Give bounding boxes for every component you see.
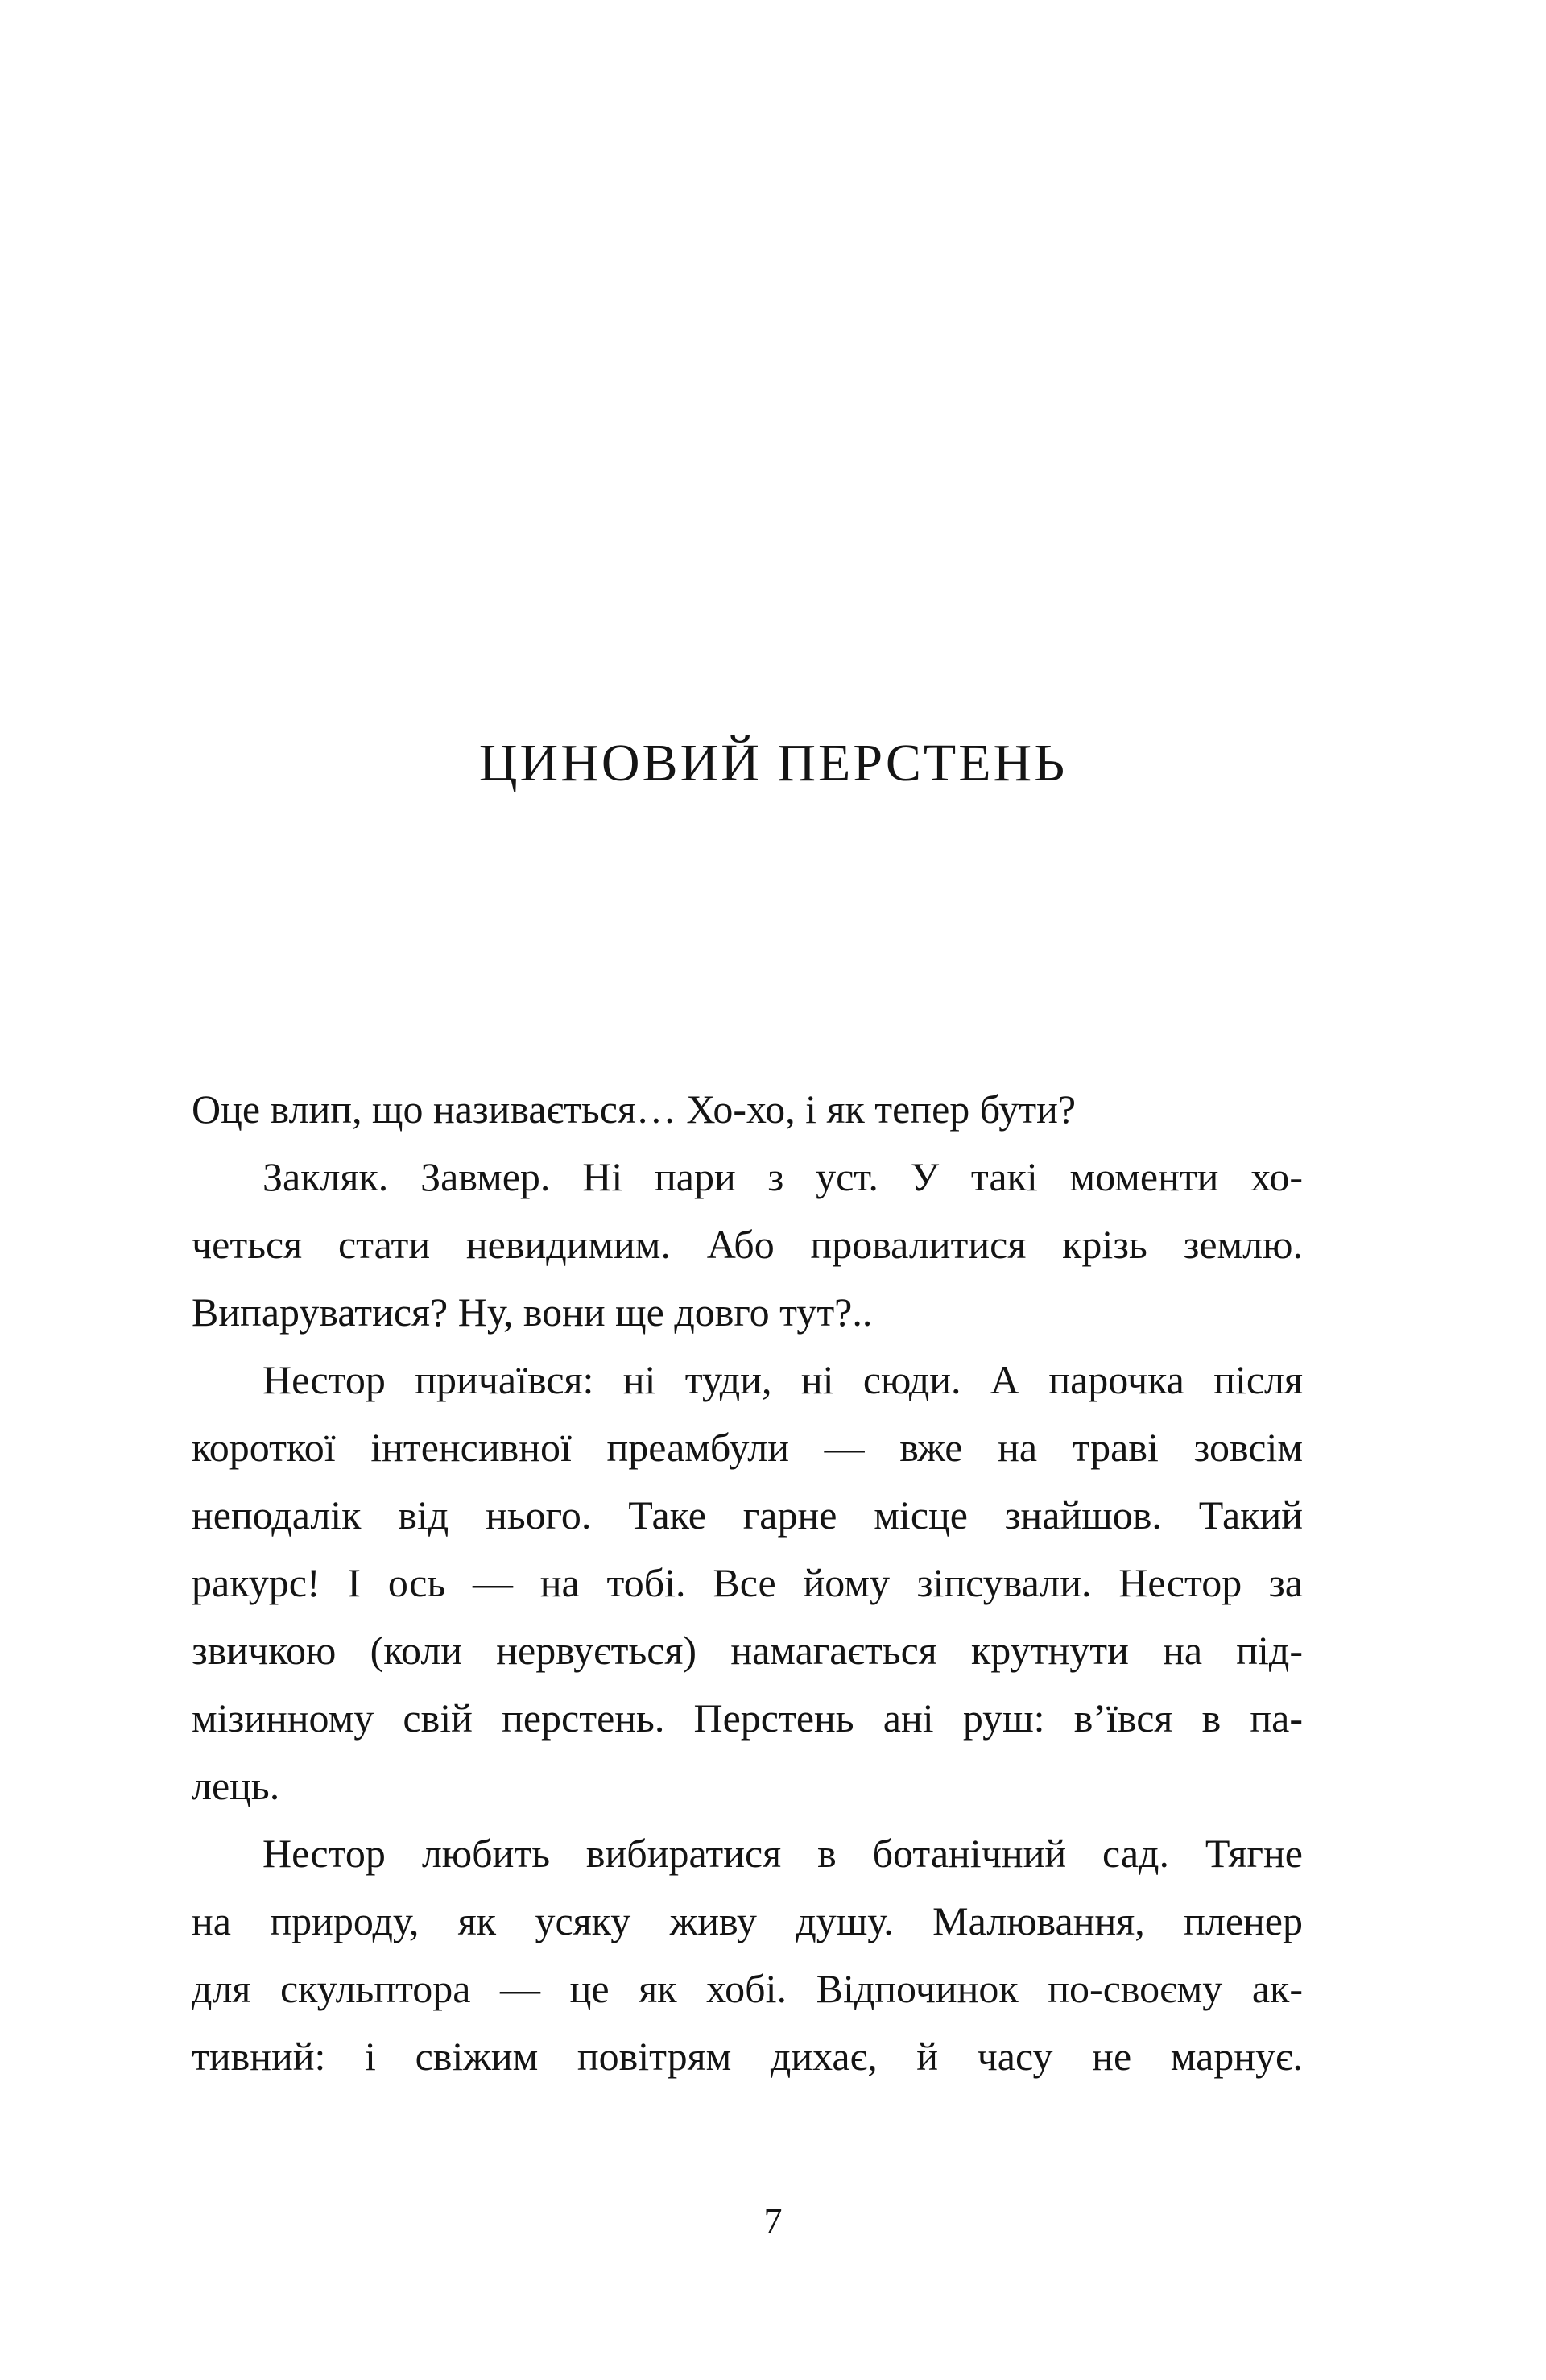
text-line: Нестор причаївся: ні туди, ні сюди. А парочка після [262,1357,1303,1402]
text-line: для скульптора — це як хобі. Відпочинок по-своєму ак- [192,1966,1303,2011]
text-line: ракурс! І ось — на тобі. Все йому зіпсували. Нестор за [192,1560,1303,1605]
text-line: неподалік від нього. Таке гарне місце знайшов. Такий [192,1492,1303,1538]
text-line: Оце влип, що називається… Хо-хо, і як тепер бути? [192,1087,1077,1132]
body-text [192,1075,1303,2090]
page-number: 7 [763,2200,783,2241]
text-line: лець. [192,1763,280,1808]
text-line: четься стати невидимим. Або провалитися крізь землю. [192,1222,1303,1267]
text-line: Закляк. Завмер. Ні пари з уст. У такі моменти хо- [262,1154,1303,1199]
text-line: звичкою (коли нервується) намагається крутнути на під- [192,1628,1303,1673]
text-line: Нестор любить вибиратися в ботанічний сад. Тягне [262,1831,1303,1876]
chapter-title: ЦИНОВИЙ ПЕРСТЕНЬ [478,734,1068,793]
text-line: мізинному свій перстень. Перстень ані руш: в’ївся в па- [192,1695,1303,1741]
text-line: тивний: і свіжим повітрям дихає, й часу не марнує. [192,2034,1303,2079]
text-line: на природу, як усяку живу душу. Малювання, пленер [192,1898,1303,1943]
text-line: короткої інтенсивної преамбули — вже на траві зовсім [192,1425,1303,1470]
text-line: Випаруватися? Ну, вони ще довго тут?.. [192,1289,873,1335]
